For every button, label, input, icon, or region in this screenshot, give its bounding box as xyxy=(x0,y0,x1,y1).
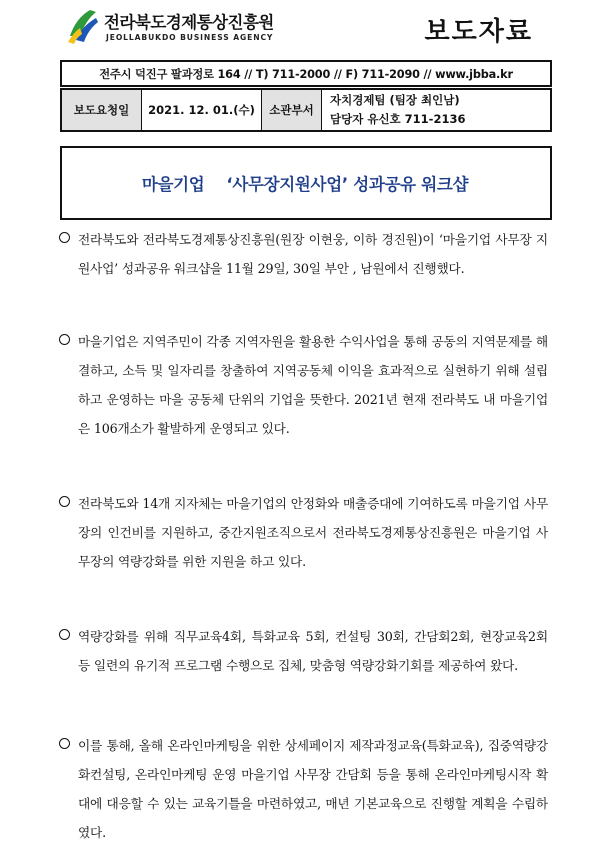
paragraph-3 xyxy=(78,489,548,576)
paragraph-text: 역량강화를 위해 직무교육4회, 특화교육 5회, 컨설팅 30회, 간담회2회, 현장교육2회 등 일련의 유기적 프로그램 수행으로 집체, 맞춤형 역량강화기회를 제공하여 왔다. xyxy=(78,629,548,673)
page-header xyxy=(0,0,600,60)
request-date-value: 2021. 12. 01.(수) xyxy=(142,90,262,130)
paragraph-text: 이를 통해, 올해 온라인마케팅을 위한 상세페이지 제작과정교육(특화교육), 집중역량강화컨설팅, 온라인마케팅 운영 마을기업 사무장 간담회 등을 통해 온라인마케팅시작 확대에 대응할 수 있는 교육기틀을 마련하였고, 매년 기본교육으로 진행할 계획을 수립하였다. xyxy=(78,738,548,840)
department-contact: 담당자 유신호 711-2136 xyxy=(330,112,466,126)
headline xyxy=(142,171,470,195)
request-date-label: 보도요청일 xyxy=(62,90,142,130)
circle-bullet-icon xyxy=(59,496,70,507)
info-table xyxy=(60,88,552,132)
paragraph-text: 전라북도와 전라북도경제통상진흥원(원장 이현웅, 이하 경진원)이 ‘마을기업 사무장 지원사업’ 성과공유 워크샵을 11월 29일, 30일 부안 , 남원에서 진행했다. xyxy=(78,232,548,276)
circle-bullet-icon xyxy=(59,232,70,243)
circle-bullet-icon xyxy=(59,629,70,640)
department-value xyxy=(322,90,550,130)
department-label: 소관부서 xyxy=(262,90,322,130)
contact-bar: 전주시 덕진구 팔과정로 164 // T) 711-2000 // F) 711-2090 // www.jbba.kr xyxy=(60,60,552,87)
agency-name-en: JEOLLABUKDO BUSINESS AGENCY xyxy=(106,33,274,42)
paragraph-1 xyxy=(78,225,548,283)
headline-part1: 마을기업 xyxy=(141,175,205,194)
department-team: 자치경제팀 (팀장 최인남) xyxy=(330,93,460,107)
paragraph-2 xyxy=(78,327,548,443)
paragraph-4 xyxy=(78,622,548,680)
headline-part2: ‘사무장지원사업’ 성과공유 워크샵 xyxy=(226,175,469,194)
paragraph-text: 전라북도와 14개 지자체는 마을기업의 안정화와 매출증대에 기여하도록 마을기업 사무장의 인건비를 지원하고, 중간지원조직으로서 전라북도경제통상진흥원은 마을기업 사무장의 역량강화를 위한 지원을 하고 있다. xyxy=(78,496,548,569)
agency-name-kr: 전라북도경제통상진흥원 xyxy=(104,13,274,32)
paragraph-5 xyxy=(78,731,548,847)
circle-bullet-icon xyxy=(59,334,70,345)
press-release-title: 보도자료 xyxy=(424,17,533,47)
paragraph-text: 마을기업은 지역주민이 각종 지역자원을 활용한 수익사업을 통해 공동의 지역문제를 해결하고, 소득 및 일자리를 창출하여 지역공동체 이익을 효과적으로 실현하기 위해 설립하고 운영하는 마을 공동체 단위의 기업을 뜻한다. 2021년 현재 전라북도 내 마을기업은 106개소가 활발하게 운영되고 있다. xyxy=(78,334,548,436)
circle-bullet-icon xyxy=(59,738,70,749)
agency-logo-icon xyxy=(66,6,100,46)
headline-box xyxy=(60,146,552,220)
